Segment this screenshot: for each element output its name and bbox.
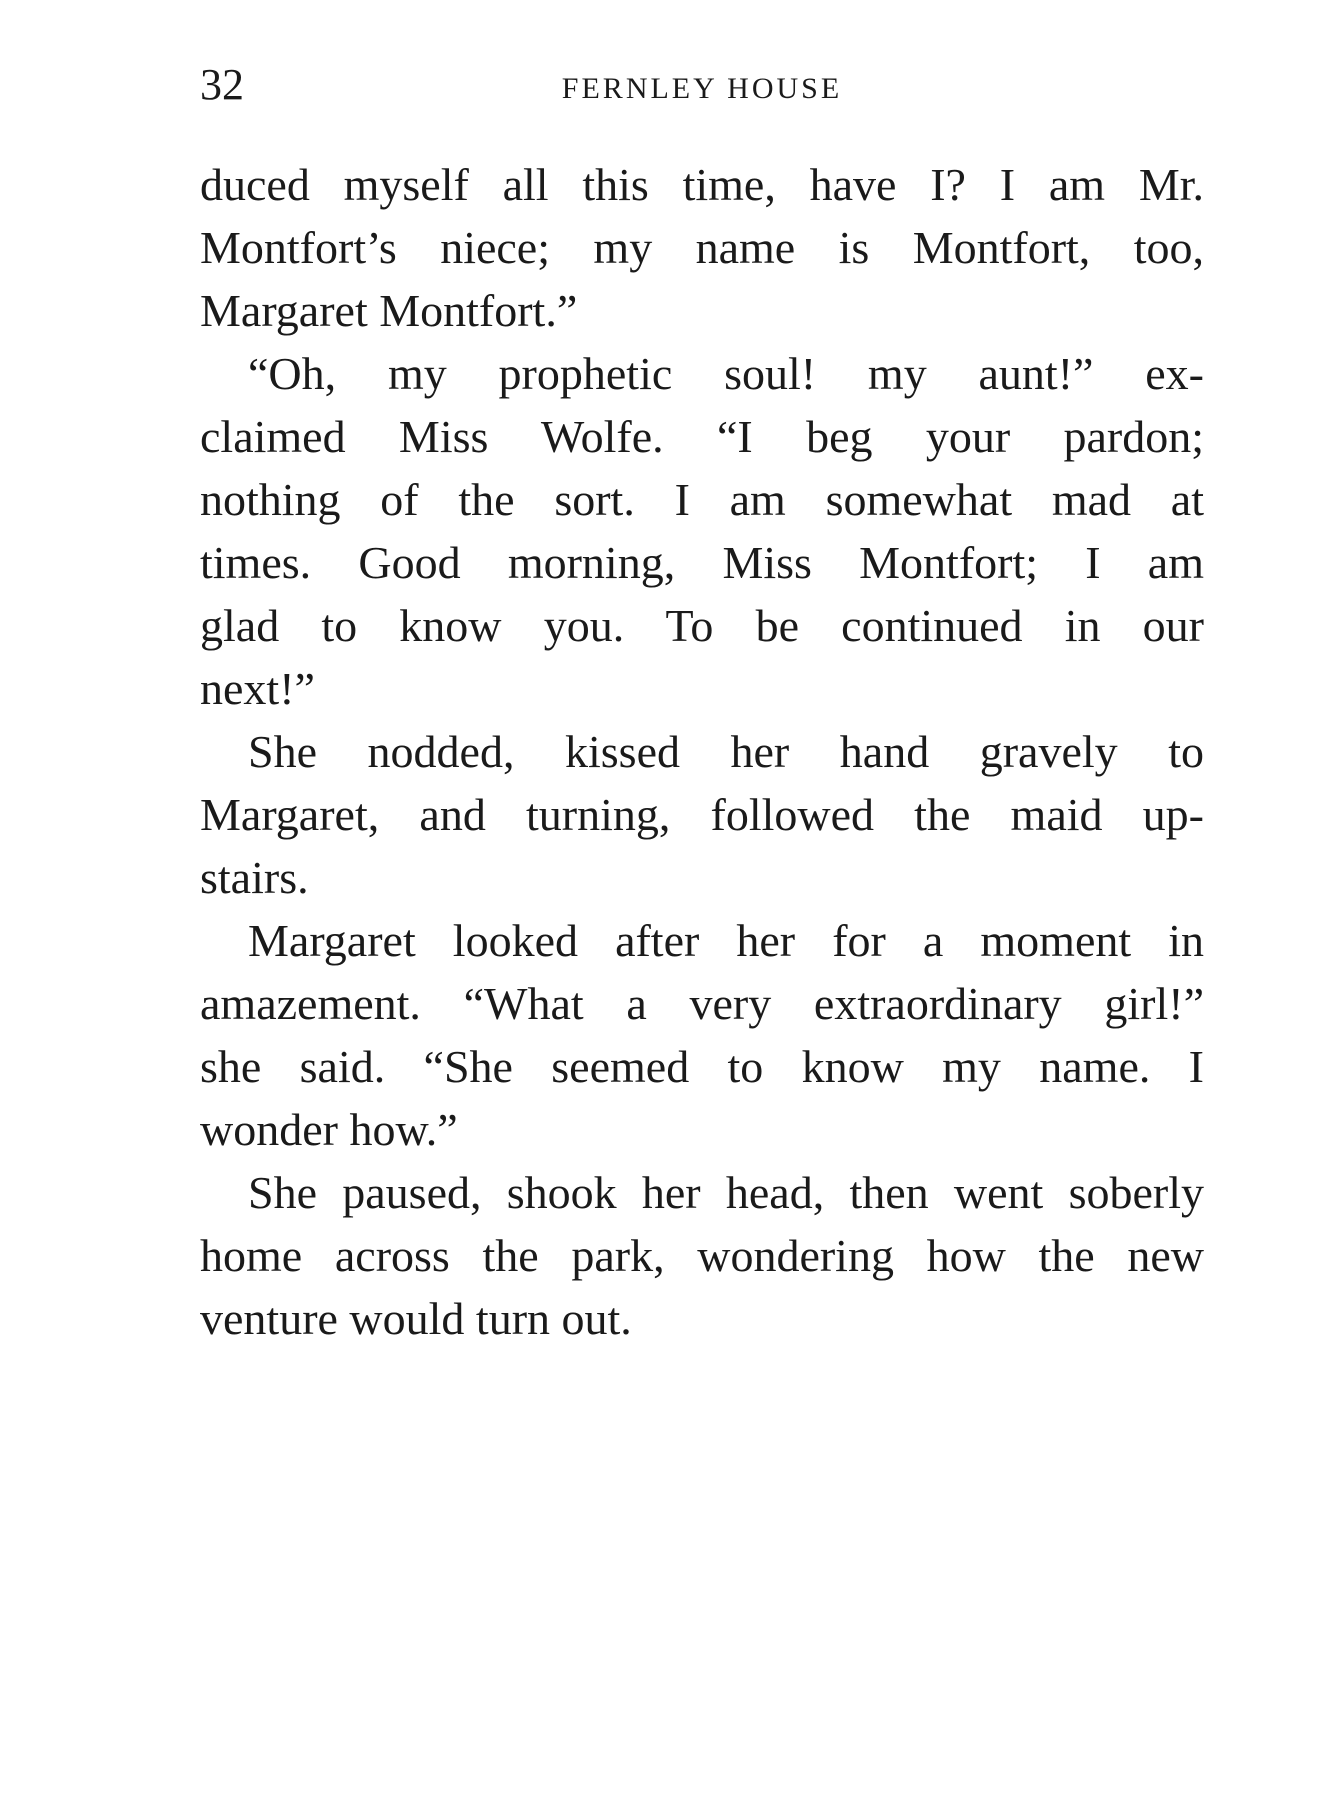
- running-head: FERNLEY HOUSE: [561, 72, 843, 105]
- text-line: wonder how.”: [200, 1104, 458, 1155]
- body-text: [200, 153, 1204, 1350]
- paragraph: [200, 720, 1204, 909]
- text-line: Margaret looked after her for a moment in: [248, 915, 1204, 966]
- paragraph: [200, 153, 1204, 342]
- text-line: She nodded, kissed her hand gravely to: [248, 726, 1204, 777]
- paragraph: [200, 342, 1204, 720]
- text-line: home across the park, wondering how the new: [200, 1230, 1204, 1281]
- text-line: venture would turn out.: [200, 1293, 632, 1344]
- text-line: Margaret, and turning, followed the maid up-: [200, 789, 1204, 840]
- text-line: amazement. “What a very extraordinary girl!”: [200, 978, 1204, 1029]
- text-line: claimed Miss Wolfe. “I beg your pardon;: [200, 411, 1204, 462]
- text-line: she said. “She seemed to know my name. I: [200, 1041, 1204, 1092]
- paragraph: [200, 1161, 1204, 1350]
- text-line: She paused, shook her head, then went soberly: [248, 1167, 1204, 1218]
- text-line: next!”: [200, 663, 315, 714]
- text-line: times. Good morning, Miss Montfort; I am: [200, 537, 1204, 588]
- text-line: duced myself all this time, have I? I am Mr.: [200, 159, 1204, 210]
- page-number: 32: [200, 60, 244, 109]
- text-line: Margaret Montfort.”: [200, 285, 578, 336]
- paragraph: [200, 909, 1204, 1161]
- text-line: nothing of the sort. I am somewhat mad at: [200, 474, 1204, 525]
- text-line: “Oh, my prophetic soul! my aunt!” ex-: [248, 348, 1204, 399]
- text-line: Montfort’s niece; my name is Montfort, too,: [200, 222, 1204, 273]
- page-header: [200, 55, 1204, 115]
- text-line: stairs.: [200, 852, 309, 903]
- text-line: glad to know you. To be continued in our: [200, 600, 1204, 651]
